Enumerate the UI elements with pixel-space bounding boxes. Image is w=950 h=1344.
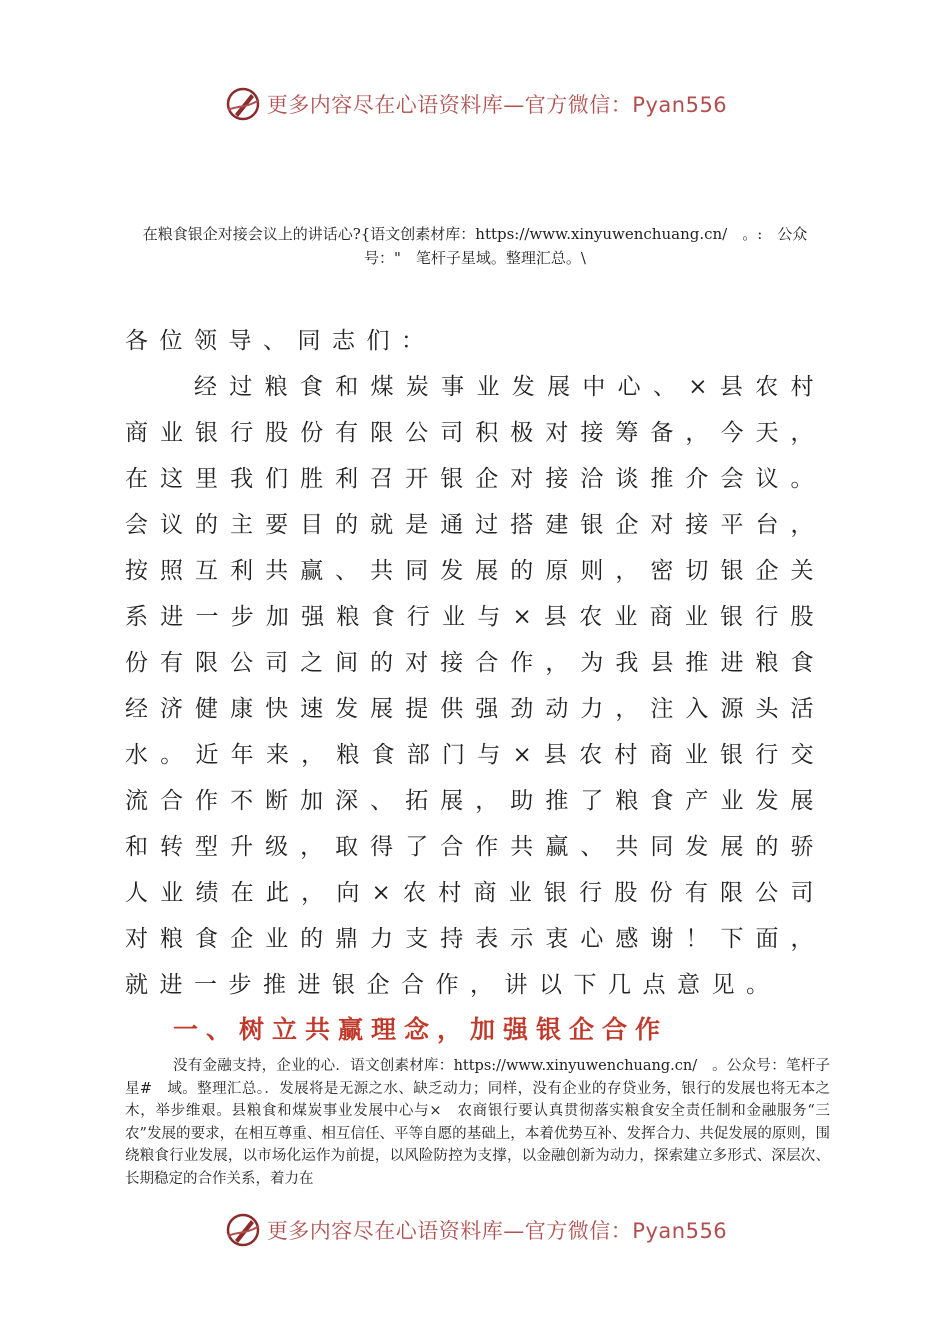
- salutation: 各位领导、同志们：: [125, 328, 436, 354]
- section-paragraph: [125, 1055, 830, 1190]
- intro-paragraph: [125, 364, 825, 1008]
- footer-banner: [0, 1210, 950, 1250]
- header-banner: [0, 84, 950, 124]
- pen-logo-icon: [223, 1210, 263, 1250]
- intro-paragraph-text: 经过粮食和煤炭事业发展中心、×县农村商业银行股份有限公司积极对接筹备，今天，在这里我们胜利召开银企对接洽谈推介会议。会议的主要目的就是通过搭建银企对接平台，按照互利共赢、共同发展的原则，密切银企关系进一步加强粮食行业与×县农业商业银行股份有限公司之间的对接合作，为我县推进粮食经济健康快速发展提供强劲动力，注入源头活水。近年来，粮食部门与×县农村商业银行交流合作不断加深、拓展，助推了粮食产业发展和转型升级，取得了合作共赢、共同发展的骄人业绩在此，向×农村商业银行股份有限公司对粮食企业的鼎力支持表示衷心感谢！下面，就进一步推进银企合作，讲以下几点意见。: [125, 374, 825, 998]
- section-paragraph-text: 没有金融支持，企业的心．语文创素材库：https://www.xinyuwenchuang.cn/ 。公众号：笔杆子星# 域。整理汇总。．发展将是无源之水、缺乏动力；同样，没有企业的存贷业务，银行的发展也将无本之木，举步维艰。县粮食和煤炭事业发展中心与× 农商银行要认真贯彻落实粮食安全责任制和金融服务“三农”发展的要求，在相互尊重、相互信任、平等自愿的基础上，本着优势互补、发挥合力、共促发展的原则，围绕粮食行业发展，以市场化运作为前提，以风险防控为支撑，以金融创新为动力，探索建立多形式、深层次、长期稳定的合作关系，着力在: [125, 1058, 830, 1187]
- document-title: 在粮食银企对接会议上的讲话心?{语文创素材库：https://www.xinyuwenchuang.cn/ 。: 公众号：" 笔杆子星域。整理汇总。\: [142, 225, 808, 267]
- section-heading: 一、树立共赢理念，加强银企合作: [173, 1015, 669, 1044]
- pen-logo-icon: [223, 84, 263, 124]
- banner-text: 更多内容尽在心语资料库—官方微信：Pyan556: [266, 1219, 728, 1243]
- banner-text: 更多内容尽在心语资料库—官方微信：Pyan556: [266, 93, 728, 117]
